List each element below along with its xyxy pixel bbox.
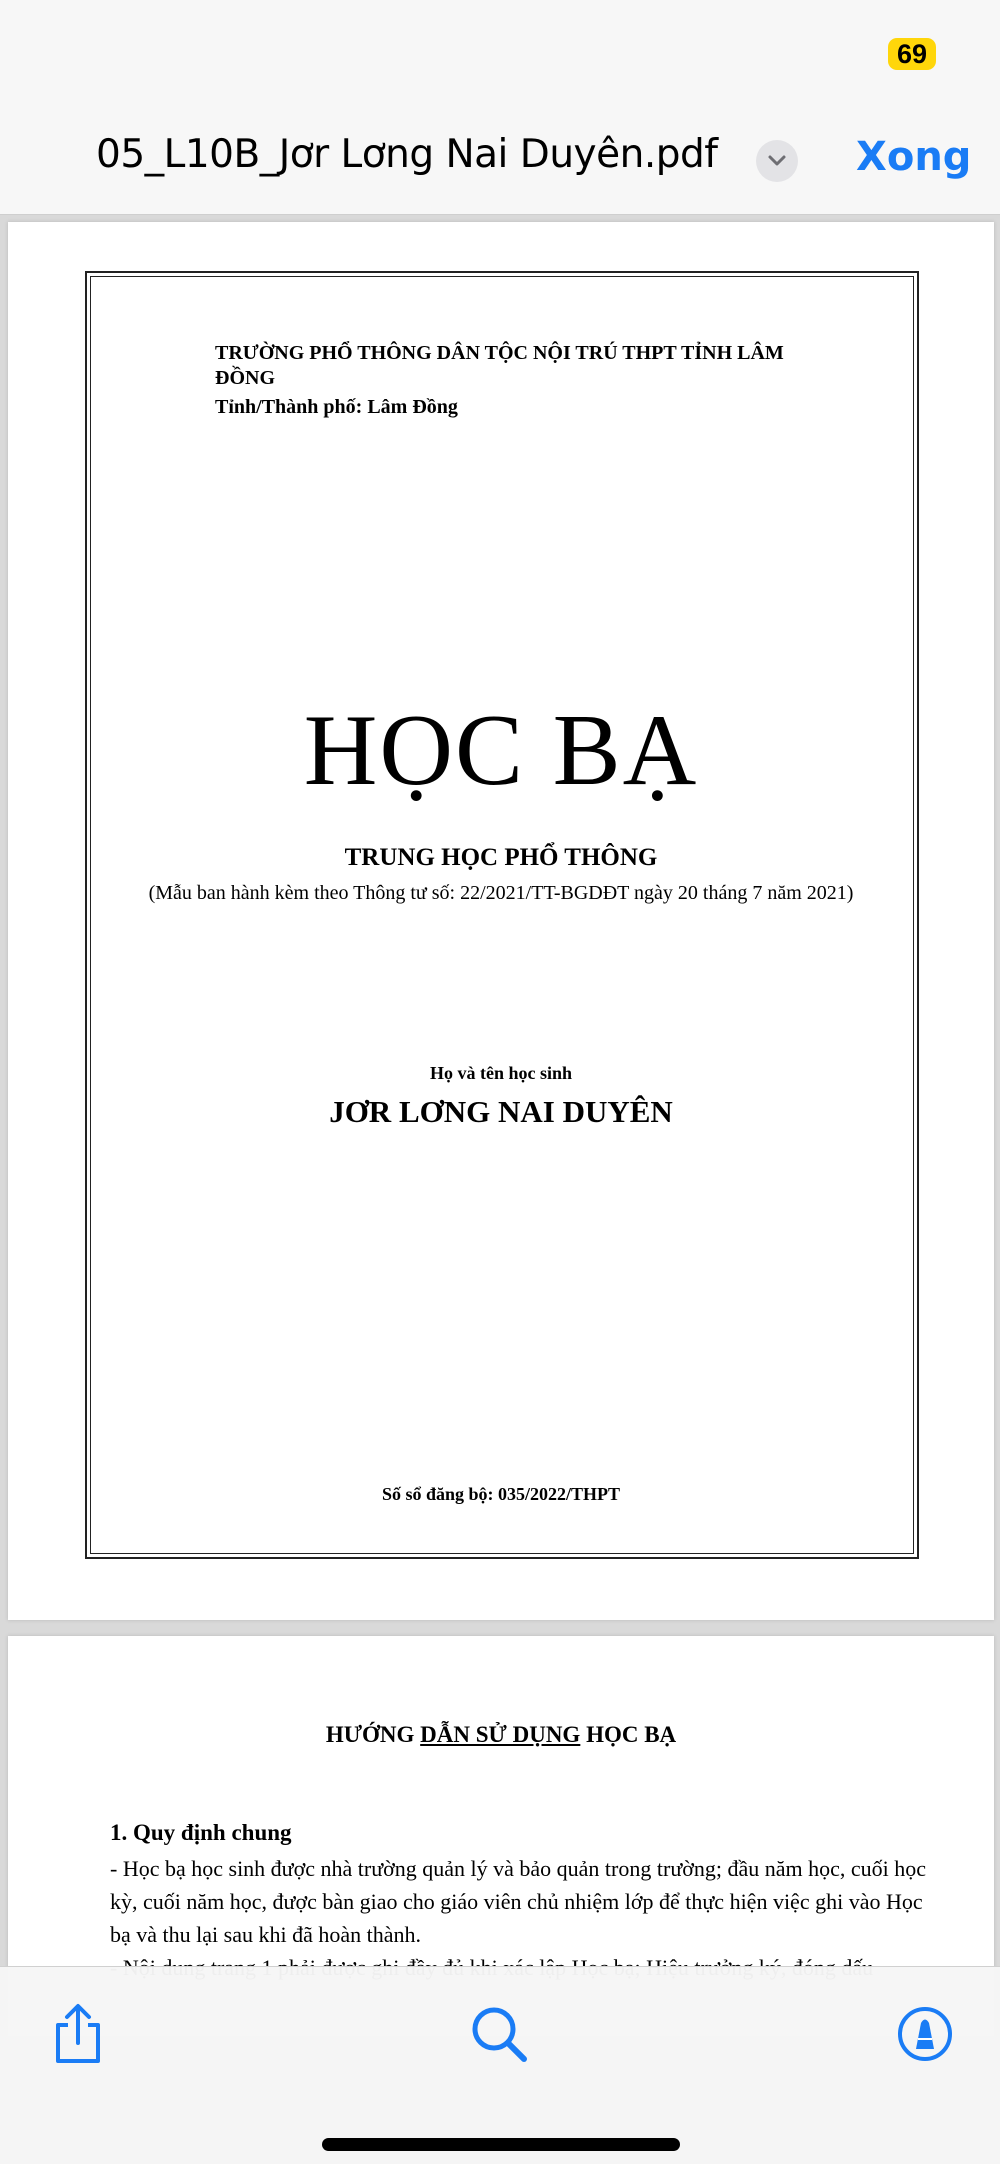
markup-icon[interactable] (896, 2005, 954, 2068)
guide-heading (8, 1722, 994, 1748)
school-name: TRƯỜNG PHỔ THÔNG DÂN TỘC NỘI TRÚ THPT TỈNH LÂM ĐỒNG (215, 342, 784, 389)
navigation-header (0, 0, 1000, 215)
main-title: HỌC BẠ (303, 694, 699, 807)
subtitle: TRUNG HỌC PHỔ THÔNG (344, 844, 658, 871)
battery-indicator: 69 (888, 38, 936, 70)
document-title[interactable]: 05_L10B_Jơr Lơng Nai Duyên.pdf (96, 132, 718, 177)
done-button[interactable]: Xong (856, 134, 972, 180)
student-name: JƠR LƠNG NAI DUYÊN (329, 1094, 673, 1129)
decree-reference: (Mẫu ban hành kèm theo Thông tư số: 22/2021/TT-BGDĐT ngày 20 tháng 7 năm 2021) (148, 882, 854, 904)
home-indicator[interactable] (322, 2138, 680, 2151)
section-title: 1. Quy định chung (110, 1820, 292, 1845)
page-border (85, 271, 919, 1559)
search-icon[interactable] (470, 2005, 528, 2068)
bottom-toolbar (0, 1966, 1000, 2164)
province-line: Tỉnh/Thành phố: Lâm Đồng (215, 396, 458, 418)
share-icon[interactable] (50, 2003, 106, 2070)
guide-heading-part3: HỌC BẠ (580, 1722, 677, 1747)
pdf-page-1 (8, 222, 994, 1620)
student-name-label: Họ và tên học sinh (429, 1063, 573, 1083)
guide-heading-part2: DẪN SỬ DỤNG (420, 1722, 581, 1747)
chevron-down-icon (767, 153, 787, 169)
paragraph-1: - Học bạ học sinh được nhà trường quản lý và bảo quản trong trường; đầu năm học, cuối học kỳ, cuối năm học, được bàn giao cho giáo viên chủ nhiệm lớp để thực hiện việc ghi vào Học bạ và thu lại sau khi đã hoàn thành. (110, 1856, 927, 1947)
title-menu-button[interactable] (756, 140, 798, 182)
registry-number: Số sổ đăng bộ: 035/2022/THPT (381, 1484, 621, 1504)
page-border-inner (90, 276, 914, 1554)
guide-heading-part1: HƯỚNG (325, 1722, 421, 1747)
guide-paragraphs (110, 1852, 930, 1984)
